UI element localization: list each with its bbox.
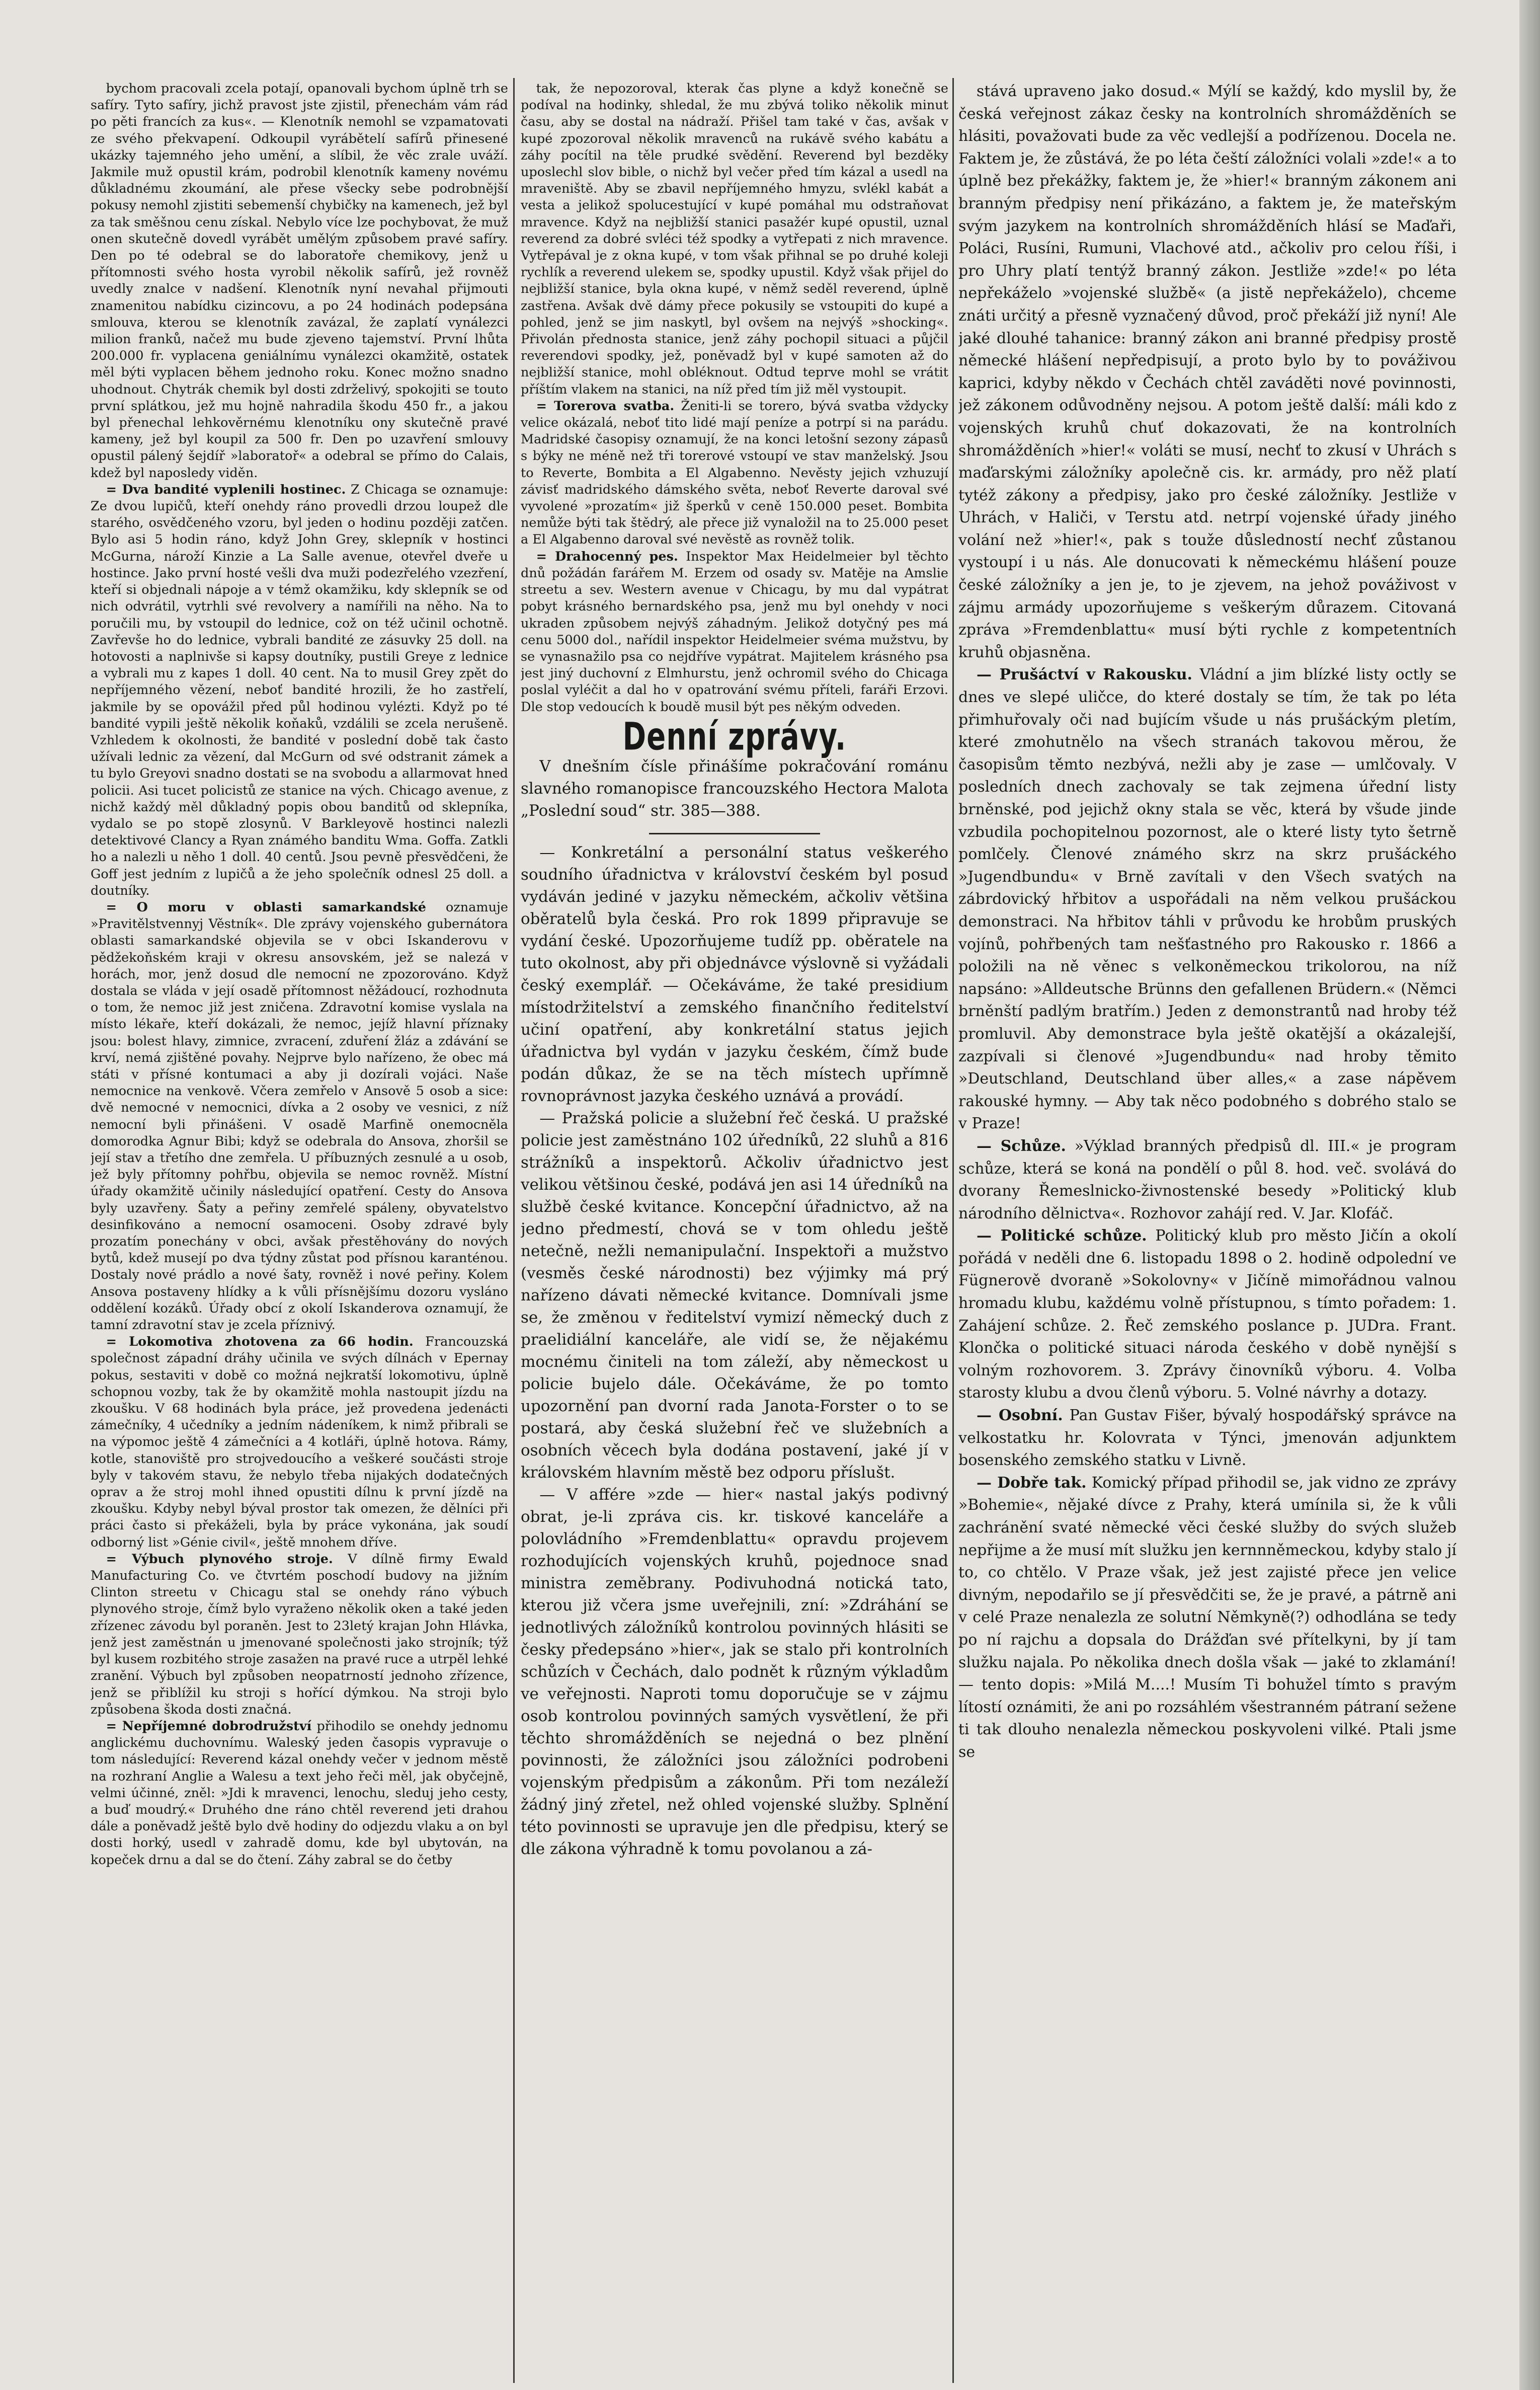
article-paragraph <box>91 899 508 1334</box>
column-rule-1 <box>513 78 515 2383</box>
column-rule-2 <box>952 78 954 2383</box>
article-paragraph <box>958 81 1456 664</box>
article-text: Komický případ přihodil se, jak vidno ze zprávy »Bohemie«, nějaké dívce z Prahy, která umínila si, že k vůli zachránění svaté německé věci české služby do svých služeb nepřijme a že musí mít služku jen kernnněmeckou, kdyby stalo jí to, co chtělo. V Praze však, jež jest zajisté přece jen velice divným, nepodařilo se jí přesvědčiti se, že je pravé, a pátrně ani v celé Praze nenalezla ze solutní Němkyně(?) odhodlána se tedy po ní rajchu a dopsala do Drážďan své přítelkyni, by jí tam služku najala. Po několika dnech došla však — jaké to zklamání! — tento dopis: »Milá M....! Musím Ti bohužel tímto s pravým lítostí oznámiti, že ani po rozsáhlém všestranném pátraní sežene ti tak dlouho nenalezla německou poskyvoleni vilké. Ptali jsme se <box>958 1474 1456 1761</box>
article-text: Politický klub pro město Jičín a okolí pořádá v neděli dne 6. listopadu 1898 o 2. hodině odpolední ve Fügnerově dvoraně »Sokolovny« v Jičíně mimořádnou valnou hromadu klubu, každému volně přístupnou, s tímto pořadem: 1. Zahájení schůze. 2. Řeč zemského poslance p. JUDra. Frant. Klončka o politické situaci národa českého v době nynější s volným rozhovorem. 3. Zprávy činovníků výboru. 4. Volba starosty klubu a dvou členů výboru. 5. Volné návrhy a dotazy. <box>958 1227 1456 1402</box>
article-headline: = Nepříjemné dobrodružství <box>106 1718 312 1734</box>
article-headline: = Lokomotiva zhotovena za 66 hodin. <box>106 1334 414 1350</box>
column-2 <box>521 81 948 2380</box>
article-text: tak, že nepozoroval, kterak čas plyne a když konečně se podíval na hodinky, shledal, že mu zbývá toliko několik minut času, aby se dostal na nádraží. Přišel tam také v čas, avšak v kupé zpozoroval několik mravenců na rukávě svého kabátu a záhy pocítil na těle prudké svědění. Reverend byl bezděky uposlechl slov bible, o nichž byl večer před tím kázal a usedl na mraveniště. Aby se zbavil nepříjemného hmyzu, svlékl kabát a vesta a jelikož spolucestující v kupé pomáhal mu odstraňovat mravence. Když na nejbližší stanici pasažér kupé opustil, uznal reverend za dobré svléci též spodky a vytřepati z nich mravence. Vytřepával je z okna kupé, v tom však přihnal se po druhé koleji rychlík a reverend ulekem se, spodky upustil. Když však přijel do nejbližší stanice, byla okna kupé, v němž seděl reverend, úplně zastřena. Avšak dvě dámy přece pokusily se vstoupiti do kupé a pohled, jenž se jim naskytl, byl ovšem na nejvýš »shocking«. Přivolán přednosta stanice, jenž záhy pochopil situaci a půjčil reverendovi spodky, jež, poněvadž byl v kupé samoten až do nejbližší stanice, mohl obléknout. Odtud teprve mohl se vrátit příštím vlakem na stanici, na níž před tím již měl vystoupit. <box>521 81 948 397</box>
article-headline: = Dva bandité vyplenili hostinec. <box>106 482 346 497</box>
article-paragraph <box>91 482 508 899</box>
article-paragraph <box>958 1225 1456 1405</box>
article-text: »Výklad branných předpisů dl. III.« je program schůze, která se koná na pondělí o půl 8. hod. več. svolává do dvorany Řemeslnicko-živnostenské besedy »Politický klub národního dělnictva«. Rozhovor zahájí red. V. Jar. Klofáč. <box>958 1137 1456 1222</box>
article-paragraph <box>958 1135 1456 1225</box>
article-paragraph <box>521 549 948 716</box>
column-3 <box>958 81 1456 2380</box>
article-paragraph: V dnešním čísle přinášíme pokračování románu slavného romanopisce francouzského Hectora Malota „Poslední soud“ str. 385—388. <box>521 757 948 820</box>
article-headline: — Politické schůze. <box>977 1227 1147 1245</box>
article-paragraph: — Pražská policie a služební řeč česká. U pražské policie jest zaměstnáno 102 úředníků, 22 sluhů a 816 strážníků a inspektorů. Ačkoliv úřadnictvo jest velikou většinou české, podává jen asi 14 úředníků na službě české kvitance. Koncepční úřadnictvo, až na jedno předmestí, chová se v tom ohledu ještě netečně, nežli nemanipulační. Inspektoři a mužstvo (vesměs české národnosti) bez výjimky má prý nařízeno dávati německé kvitance. Domnívali jsme se, že změnou v ředitelství vymizí německý duch z praelidiální kanceláře, ale vidí se, že nějakému mocnému činiteli na tom záleží, aby německost u policie bujelo dále. Očekáváme, že po tomto upozornění pan dvorní rada Janota-Forster o to se postará, aby česká služební řeč ve služebních a osobních věcech byla dodána postavení, jaké jí v královském hlavním městě bez odporu příslušt. <box>521 1109 948 1482</box>
article-paragraph <box>958 1472 1456 1764</box>
article-paragraph <box>91 1551 508 1718</box>
article-text: oznamuje »Pravitělstvennyj Věstník«. Dle zprávy vojenského gubernátora oblasti samarkandské objevila se v obci Iskanderovu v pědžekoňském kraji v okresu ansovském, jež se nalezá v horách, mor, jenž dosud dle nemocní ne zpozorováno. Když dostala se vláda v její osadě přítomnost něžádoucí, rozhodnuta o tom, že nemoc již jest zničena. Zdravotní komise vyslala na místo lékaře, kteří dokázali, že nemoc, jejíž hlavní příznaky jsou: bolest hlavy, zimnice, zvracení, zduření žláz a zdávání se krví, nemá zjištěné povahy. Nejprve bylo nařízeno, že obec má státi v přísné kontumaci a aby ji dozírali vojáci. Naše nemocnice na venkově. Včera zemřelo v Ansově 5 osob a sice: dvě nemocné v nemocnici, dívka a 2 osoby ve vesnici, z níž nemocní byli přinášeni. V osadě Marfině onemocněla domorodka Agnur Bibi; když se odebrala do Ansova, zhoršil se její stav a třetího dne zemřela. U příbuzných zesnulé a u osob, jež byly přítomny pohřbu, objevila se nemoc rovněž. Místní úřady okamžitě učinily následující opatření. Cesty do Ansova byly uzavřeny. Šaty a peřiny zemřelé spáleny, obyvatelstvo desinfikováno a nemocní osamoceni. Osoby zdravé byly prozatím ponechány v obci, avšak přestěhovány do nových bytů, kdež musejí po dva týdny zůstat pod přísnou karanténou. Dostaly nové prádlo a nové šaty, rovněž i nové peřiny. Kolem Ansova postaveny hlídky a k vůli přísnějšímu dozoru vysláno oddělení kozáků. Úřady obcí z okolí Iskanderova oznamují, že tamní zdravotní stav je zcela příznivý. <box>91 899 508 1333</box>
article-paragraph <box>958 664 1456 1135</box>
article-text: Ženiti-li se torero, bývá svatba vždycky velice okázalá, neboť tito lidé mají peníze a potrpí si na parádu. Madridské časopisy oznamují, že na konci letošní sezony zápasů s býky ne méně než tři torerové vstoupí ve stav manželský. Jsou to Reverte, Bombita a El Algabenno. Nevěsty jejich vzhuzují závisť madridského dámského světa, neboť Reverte daroval své vyvolené »prozatím« již šperků v ceně 150.000 peset. Bombita nemůže býti tak štědrý, ale přece již vynaložil na to 25.000 peset a El Algabenno daroval své nevěstě as rovněž tolik. <box>521 398 948 548</box>
article-paragraph: — V affére »zde — hier« nastal jakýs podivný obrat, je-li zpráva cis. kr. tiskové kanceláře a polovládního »Fremdenblattu« opravdu projevem rozhodujících vojenských kruhů, pojednoce snad ministra zeměbrany. Podivuhodná notická tato, kterou již včera jsme uveřejnili, zní: »Zdráhání se jednotlivých záložníků kontrolou povinných hlásiti se česky předepsáno »hier«, jak se stalo při kontrolních schůzích v Čechách, dalo podnět k různým výkladům ve veřejnosti. Naproti tomu doporučuje se v zájmu osob kontrolou povinných samých vysvětlení, že při těchto shromážděních se nejedná o bez plnění povinnosti, že záložníci jsou záložníci podrobeni vojenským předpisům a zákonům. Při tom nezáleží žádný jiný zřetel, než ohled vojenské služby. Splnění této povinnosti se upravuje jen dle předpisu, který se dle zákona výhradně k tomu povolanou a zá- <box>521 1485 948 1858</box>
article-headline: — Prušáctví v Rakousku. <box>977 666 1192 684</box>
article-paragraph: — Konkretální a personální status veškerého soudního úřadnictva v království českém byl posud vydáván jediné v jazyku německém, ačkoliv většina oběratelů byla česká. Pro rok 1899 připravuje se vydání české. Upozorňujeme tudíž pp. oběratele na tuto okolnost, aby při objednávce výslovně si vyžádali český exemplář. — Očekáváme, že také presidium místodržitelství a zemského finančního ředitelství učiní opatření, aby konkretální status jejich úřadnictva byl vydán v jazyku českém, čímž bude podán důkaz, že se na těch místech upřímně rovnoprávnost jazyka českého uznává a provádí. <box>521 843 948 1105</box>
article-text: V dílně firmy Ewald Manufacturing Co. ve čtvrtém poschodí budovy na jižním Clinton streetu v Chicagu stal se onehdy ráno výbuch plynového stroje, čímž bylo vyraženo několik oken a také jeden zřízenec závodu byl poraněn. Jest to 23letý krajan John Hlávka, jenž jest zaměstnán u jmenované společnosti jako strojník; týž byl kusem rozbitého stroje zasažen na pravé ruce a utrpěl lehké zranění. Výbuch byl způsoben neopatrností jednoho zřízence, jenž se přiblížil ku stroji s hořící dýmkou. Na stroji bylo způsobena škoda dosti značná. <box>91 1551 508 1717</box>
article-text: Pan Gustav Fišer, bývalý hospodářský správce na velkostatku hr. Kolovrata v Týnci, jmenován adjunktem bosenského zemského statku v Livně. <box>958 1407 1456 1470</box>
article-headline: — Osobní. <box>977 1407 1063 1425</box>
section-separator <box>649 833 820 834</box>
article-paragraph <box>521 398 948 549</box>
article-paragraph <box>521 81 948 398</box>
article-paragraph <box>91 81 508 482</box>
article-text: Francouzská společnost západní dráhy učinila ve svých dílnách v Epernay pokus, sestaviti v době co možná nejkratší lokomotivu, úplně schopnou vozby, tak že by okamžitě mohla nastoupit jízdu na zkoušku. V 68 hodinách byla práce, jež provedena jedenácti zámečníky, 4 učedníky a jedním nádeníkem, k nimž přibrali se na výpomoc ještě 4 zámečníci a 4 kotláři, úplně hotova. Rámy, kotle, stanoviště pro strojvedoucího a veškeré součásti stroje byly v takovém stavu, že nebylo třeba nijakých dodatečných oprav a že stroj mohl ihned opustiti dílnu k první jízdě na zkoušku. Kdyby nebyl býval prostor tak omezen, že dělníci při práci často si překáželi, byla by práce vykonána, jak soudí odborný list »Génie civil«, ještě mnohem dříve. <box>91 1334 508 1550</box>
article-headline: = Torerova svatba. <box>536 398 675 414</box>
article-paragraph <box>958 1405 1456 1472</box>
article-headline: = Výbuch plynového stroje. <box>106 1551 333 1567</box>
article-text: bychom pracovali zcela potají, opanovali bychom úplně trh se safíry. Tyto safíry, jichž pravost jste zjistil, přenechám vám rád po pěti francích za kus«. — Klenotník nemohl se vzpamatovati ze svého překvapení. Odkoupil vyrábětelí safírů přinesené ukázky tajemného jeho umění, a slíbil, že věc zrale uváží. Jakmile muž opustil krám, podrobil klenotník kameny novému důkladnému zkoumání, ale přese všecky sebe podrobnější pokusy nemohl zjistiti sebemenší chybičky na kamenech, jež byl za tak směšnou cenu získal. Nebylo více lze pochybovat, že muž onen skutečně dovedl vyrábět umělým způsobem pravé safíry. Den po té odebral se do laboratoře chemikovy, jenž u přítomnosti svého hosta vyrobil několik safírů, jež rovněž uvedly znalce v nadšení. Klenotník nyní nevahal přijmouti znamenitou nabídku cizincovu, a po 24 hodinách podepsána smlouva, kterou se klenotník zavázal, že zaplatí vynálezci milion franků, načež mu bude zjeveno tajemství. První lhůta 200.000 fr. vyplacena geniálnímu vynálezci okamžitě, ostatek měl býti vyplacen během jednoho roku. Konec možno snadno uhodnout. Chytrák chemik byl dosti zdrželivý, spokojiti se touto první splátkou, jež mu hojně nahradila škodu 450 fr., a jakou byl přenechal lehkověrnému klenotníku ony skutečně pravé kameny, jež byl koupil za 500 fr. Den po uzavření smlouvy opustil pálený šejdíř »laboratoř« a odebral se přímo do Calais, kdež byl naposledy viděn. <box>91 81 508 481</box>
page-edge-shadow <box>1519 0 1540 2390</box>
article-headline: — Dobře tak. <box>977 1474 1087 1492</box>
article-paragraph <box>91 1334 508 1551</box>
article-paragraph <box>91 1718 508 1869</box>
article-headline: = O moru v oblasti samarkandské <box>106 899 427 915</box>
article-text: Inspektor Max Heidelmeier byl těchto dnů požádán farářem M. Erzem od osady sv. Matěje na Amslie streetu a sev. Western avenue v Chicagu, by mu dal vypátrat pobyt krásného bernardského psa, jenž mu byl onehdy v noci ukraden způsobem nejvýš záhadným. Jelikož dotyčný pes má cenu 5000 dol., nařídil inspektor Heidelmeier svéma mužstvu, by se vynasnažilo psa co nejdříve vypátrat. Majitelem krásného psa jest jiný duchovní z Elmhurstu, jenž ochromil svého do Chicaga poslal vyléčit a dal ho v opatrování svému příteli, faráři Erzovi. Dle stop vedoucích k boudě musil být pes někým odveden. <box>521 549 948 715</box>
section-banner: Denní zprávy. <box>622 715 847 759</box>
article-text: Z Chicaga se oznamuje: Ze dvou lupičů, kteří onehdy ráno provedli drzou loupež dle starého, osvědčeného vzoru, byl jeden o hodinu později zatčen. Bylo asi 5 hodin ráno, když John Grey, sklepník v hostinci McGurna, nároží Kinzie a La Salle avenue, otevřel dveře u hostince. Jako první hosté vešli dva muži podezřelého vzezření, kteří si objednali nápoje a v témž okamžiku, kdy sklepník se od nich odvrátil, vytrhli své revolvery a namířili na něho. Na to poručili mu, by vstoupil do lednice, což on též učinil ochotně. Zavřevše ho do lednice, vybrali bandité ze zásuvky 25 doll. na hotovosti a naplnivše si kapsy doutníky, pustili Greye z lednice a vybrali mu z kapes 1 doll. 40 cent. Na to musil Grey zpět do nepříjemného vězení, neboť bandité hrozili, že ho zastřelí, jakmile by se opovážil před půl hodinou vylézti. Když po té bandité vypili ještě několik koňaků, vzdálili se zcela nerušeně. Vzhledem k okolnosti, že bandité v poslední době tak často užívali lednic za vězení, dal McGurn od své odstranit zámek a tu bylo Greyovi snadno dostati se na svobodu a allarmovat hned policii. Asi tucet policistů ze stanice na vých. Chicago avenue, z nichž každý měl důkladný popis obou banditů od sklepníka, vydalo se po stopě zlosynů. V Barkleyově hostinci nalezli detektivové Clancy a Ryan známého banditu Wma. Goffa. Zatkli ho a nalezli u něho 1 doll. 40 centů. Jsou pevně přesvědčeni, že Goff jest jedním z lupičů a že jeho společník odnesl 25 doll. a doutníky. <box>91 482 508 898</box>
column-1 <box>91 81 508 2380</box>
article-text: přihodilo se onehdy jednomu anglickému duchovnímu. Waleský jeden časopis vypravuje o tom následující: Reverend kázal onehdy večer v jednom městě na rozhraní Anglie a Walesu a text jeho řeči měl, jak obyčejně, velmi účinné, zněl: »Jdi k mravenci, lenochu, sleduj jeho cesty, a buď moudrý.« Druhého dne ráno chtěl reverend jeti drahou dále a poněvadž ještě bylo dvě hodiny do odjezdu vlaku a on byl dosti horký, usedl v zahradě domu, kde byl ubytován, na kopeček drnu a dal se do čtení. Záhy zabral se do četby <box>91 1718 508 1868</box>
article-headline: = Drahocenný pes. <box>536 549 678 564</box>
article-text: Vládní a jim blízké listy octly se dnes ve slepé uličce, do které dostaly se tím, že tak po léta přimhuřovaly oči nad bujícím všude u nás prušáckým pletím, které zmohutnělo na všech stranách takovou měrou, že časopisům těmto nezbývá, nežli aby je zase — umlčovaly. V posledních dnech zachovaly se tak zejmena úřední listy brněnské, pod jejichž okny stala se věc, která by všude jinde vzbudila pochopitelnou pozornost, ale o které listy tyto šetrně pomlčely. Členové známého skrz na skrz prušáckého »Jugendbundu« v Brně zavítali v den Všech svatých na zábrdovický hřbitov a uspořádali na něm velkou prušáckou demonstraci. Na hřbitov táhli v průvodu ke hrobům pruských vojínů, pohřbených tam nešťastného pro Rakousko r. 1866 a položili na ně věnec s velkoněmeckou trikolorou, na níž napsáno: »Alldeutsche Brünns den gefallenen Brüdern.« (Němci brněnští padlým bratřím.) Jeden z demonstrantů nad hroby též promluvil. Aby demonstrace byla ještě okatější a okázalejší, zazpívali si členové »Jugendbundu« nad hroby těmito »Deutschland, Deutschland über alles,« a zase nápěvem rakouské hymny. — Aby tak něco podobného s dobrého stalo se v Praze! <box>958 666 1456 1133</box>
article-headline: — Schůze. <box>977 1137 1066 1155</box>
article-text: stává upraveno jako dosud.« Mýlí se každý, kdo myslil by, že česká veřejnost zákaz česky na kontrolních shromážděních se hlásiti, považovati bude za věc vedlejší a podřízenou. Docela ne. Faktem je, že zůstává, že po léta čeští záložníci volali »zde!« a to úplně bez překážky, faktem je, že »hier!« branným zákonem ani branným předpisy není přikázáno, a faktem je, že mateřským svým jazykem na kontrolních shromážděních hlásí se Maďaři, Poláci, Rusíni, Rumuni, Vlachové atd., ačkoliv pro celou říši, i pro Uhry platí tentýž branný zákon. Jestliže »zde!« po léta nepřekáželo »vojenské službě« (a jistě nepřekáželo), chceme znáti určitý a přesně vyznačený důvod, proč překáží již nyní! Ale jaké dlouhé tahanice: branný zákon ani branné předpisy prostě německé hlášení nepředpisují, a proto bylo by to pováživou kaprici, kdyby někdo v Čechách chtěl zaváděti nové povinnosti, jež zákonem odůvodněny nejsou. A potom ještě další: máli kdo z vojenských kruhů chuť dokazovati, že na kontrolních shromážděních »hier!« voláti se musí, nechť to zkusí v Uhrách s maďarskými záložníky apolečně cis. kr. armády, pro něž platí tytéž zákony a předpisy, jako pro české záložníky. Jestliže v Uhrách, v Haliči, v Terstu atd. netrpí vojenské úřady jiného volání než »hier!«, pak s touže důsledností nechť zůstanou vystoupí i u nás. Ale donucovati k německému hlášení pouze české záložníky a jen je, to je zjevem, na jehož pováživost v zájmu armády upozorňujeme s veškerým důrazem. Citovaná zpráva »Fremdenblattu« musí býti rychle z kompetentních kruhů objasněna. <box>958 83 1456 661</box>
